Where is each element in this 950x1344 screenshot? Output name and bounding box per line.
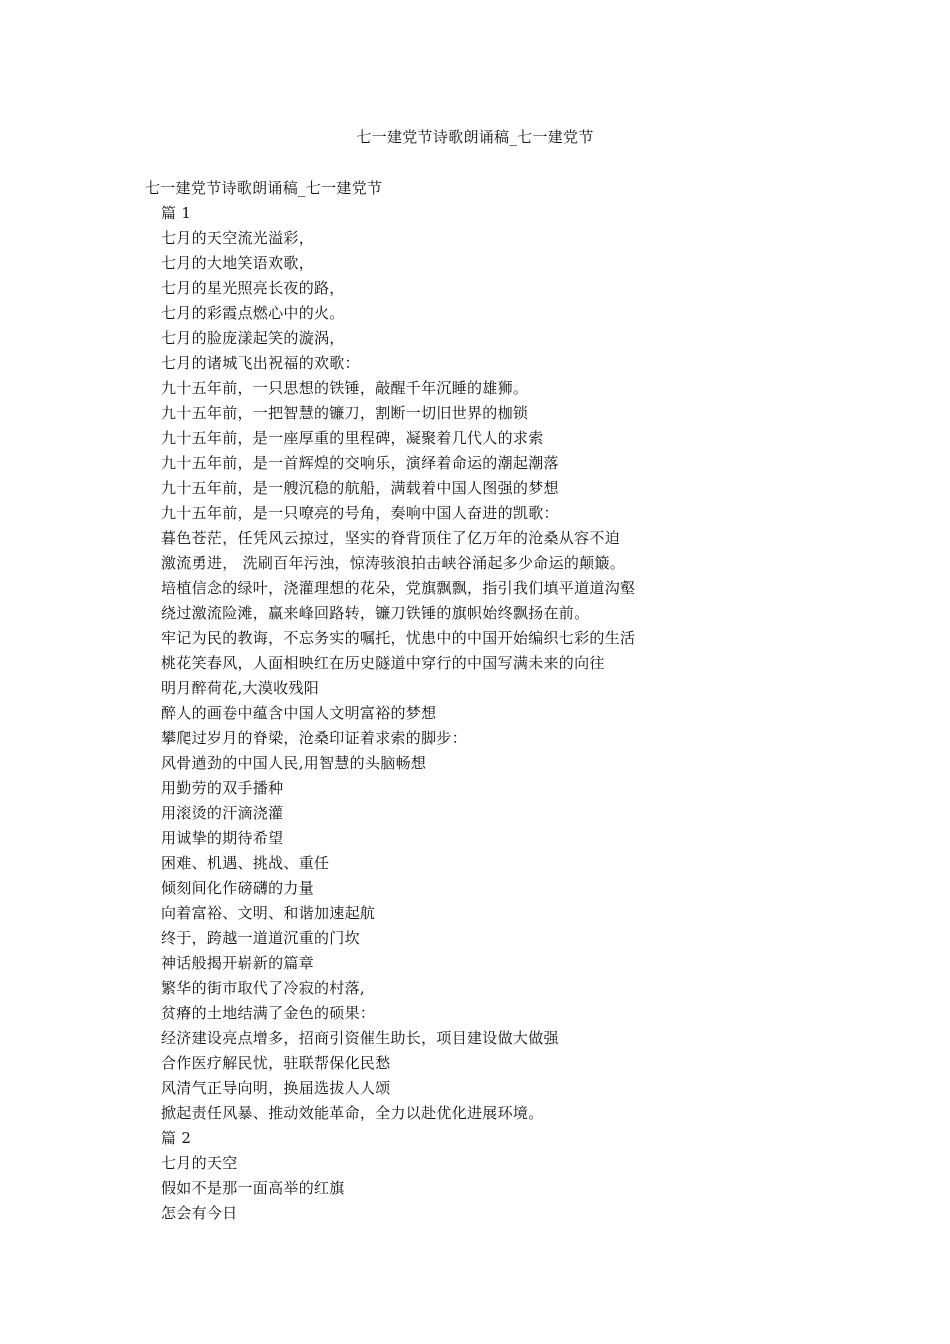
text-line: 怎会有今日	[161, 1204, 238, 1222]
text-line: 九十五年前，是一首辉煌的交响乐，演绎着命运的潮起潮落	[161, 454, 559, 472]
text-line: 向着富裕、文明、和谐加速起航	[161, 904, 376, 922]
document-heading: 七一建党节诗歌朗诵稿_七一建党节	[145, 179, 383, 197]
text-line: 七月的天空流光溢彩，	[161, 229, 315, 247]
text-line: 培植信念的绿叶，浇灌理想的花朵，党旗飘飘，指引我们填平道道沟壑	[161, 579, 636, 597]
text-line: 倾刻间化作磅礴的力量	[161, 879, 315, 897]
text-line: 篇 1	[161, 204, 192, 222]
text-line: 篇 2	[161, 1129, 192, 1147]
poem-body	[161, 201, 635, 1226]
text-line: 牢记为民的教诲，不忘务实的嘱托，忧患中的中国开始编织七彩的生活	[161, 629, 636, 647]
text-line: 九十五年前，是一座厚重的里程碑，凝聚着几代人的求索	[161, 429, 544, 447]
text-line: 合作医疗解民忧，驻联帮保化民愁	[161, 1054, 391, 1072]
text-line: 假如不是那一面高举的红旗	[161, 1179, 345, 1197]
text-line: 暮色苍茫，任凭风云掠过，坚实的脊背顶住了亿万年的沧桑从容不迫	[161, 529, 621, 547]
text-line: 贫瘠的土地结满了金色的硕果：	[161, 1004, 376, 1022]
text-line: 桃花笑春风，人面相映红在历史隧道中穿行的中国写满未来的向往	[161, 654, 605, 672]
text-line: 攀爬过岁月的脊梁，沧桑印证着求索的脚步：	[161, 729, 468, 747]
text-line: 繁华的街市取代了冷寂的村落,	[161, 979, 365, 997]
text-line: 七月的大地笑语欢歌，	[161, 254, 315, 272]
text-line: 九十五年前，是一艘沉稳的航船，满载着中国人图强的梦想	[161, 479, 559, 497]
text-line: 七月的脸庞漾起笑的漩涡，	[161, 329, 345, 347]
text-line: 用勤劳的双手播种	[161, 779, 284, 797]
text-line: 明月醉荷花,大漠收残阳	[161, 679, 320, 697]
text-line: 用诚挚的期待希望	[161, 829, 284, 847]
text-line: 七月的天空	[161, 1154, 238, 1172]
text-line: 绕过激流险滩，赢来峰回路转，镰刀铁锤的旗帜始终飘扬在前。	[161, 604, 590, 622]
text-line: 用滚烫的汗滴浇灌	[161, 804, 284, 822]
text-line: 七月的星光照亮长夜的路，	[161, 279, 345, 297]
text-line: 七月的彩霞点燃心中的火。	[161, 304, 345, 322]
text-line: 九十五年前，是一只嘹亮的号角，奏响中国人奋进的凯歌：	[161, 504, 559, 522]
text-line: 激流勇进， 洗刷百年污浊，惊涛骇浪拍击峡谷涌起多少命运的颠簸。	[161, 554, 626, 572]
text-line: 醉人的画卷中蕴含中国人文明富裕的梦想	[161, 704, 437, 722]
page-title: 七一建党节诗歌朗诵稿_七一建党节	[356, 128, 594, 146]
text-line: 经济建设亮点增多，招商引资催生助长，项目建设做大做强	[161, 1029, 559, 1047]
text-line: 风清气正导向明，换届选拔人人颂	[161, 1079, 391, 1097]
text-line: 七月的诸城飞出祝福的欢歌：	[161, 354, 360, 372]
text-line: 九十五年前，一把智慧的镰刀，割断一切旧世界的枷锁	[161, 404, 529, 422]
text-line: 终于，跨越一道道沉重的门坎	[161, 929, 360, 947]
text-line: 九十五年前，一只思想的铁锤，敲醒千年沉睡的雄狮。	[161, 379, 529, 397]
text-line: 风骨遒劲的中国人民,用智慧的头脑畅想	[161, 754, 427, 772]
text-line: 掀起责任风暴、推动效能革命，全力以赴优化进展环境。	[161, 1104, 544, 1122]
text-line: 神话般揭开崭新的篇章	[161, 954, 315, 972]
text-line: 困难、机遇、挑战、重任	[161, 854, 330, 872]
